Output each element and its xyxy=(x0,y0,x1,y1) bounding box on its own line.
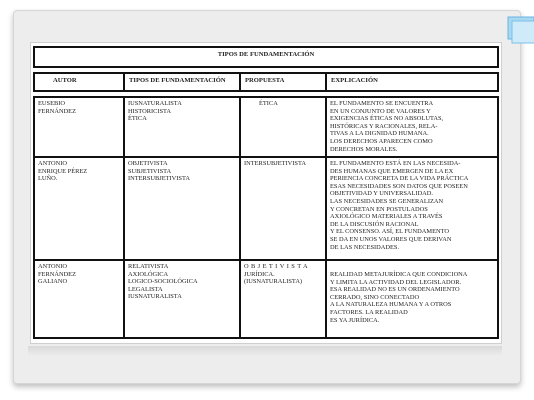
cell-proposal xyxy=(240,260,326,338)
explanation-line: DE LAS NECESIDADES. xyxy=(330,243,400,251)
proposal-line: JURÍDICA. xyxy=(244,270,275,278)
explanation-line: LOS DERECHOS APARECEN COMO xyxy=(330,137,433,145)
explanation-line: EN UN CONJUNTO DE VALORES Y xyxy=(330,107,431,115)
explanation-line: PERIENCIA CONCRETA DE LA VIDA PRÁCTICA xyxy=(330,175,469,183)
explanation-line: HISTÓRICAS Y RACIONALES, RELA- xyxy=(330,122,438,130)
explanation-line: OBJETIVIDAD Y UNIVERSALIDAD. xyxy=(330,190,434,198)
proposal-line: ÉTICA xyxy=(259,100,278,107)
explanation-line: Y EL CONSENSO. ASÍ, EL FUNDAMENTO xyxy=(330,228,449,236)
type-line: IUSNATURALISTA xyxy=(128,100,182,107)
explanation-line: SE DA EN UNOS VALORES QUE DERIVAN xyxy=(330,235,452,243)
cell-types xyxy=(124,97,240,157)
header-explanation: EXPLICACIÓN xyxy=(326,73,498,91)
explanation-line: REALIDAD METAJURÍDICA QUE CONDICIONA xyxy=(330,271,468,278)
cell-author xyxy=(34,260,124,338)
explanation-line: DERECHOS MORALES. xyxy=(330,145,398,153)
header-author: AUTOR xyxy=(34,73,124,91)
type-line: OBJETIVISTA xyxy=(128,160,168,167)
type-line: AXIOLÓGICA xyxy=(128,270,169,278)
cell-explanation xyxy=(326,260,498,338)
proposal-line: OBJETIVISTA xyxy=(244,263,311,270)
explanation-line: A LA NATURALEZA HUMANA Y A OTROS xyxy=(330,301,452,309)
fundamentation-table xyxy=(33,46,499,339)
type-line: ÉTICA xyxy=(128,115,147,123)
author-line: EUSEBIO xyxy=(38,100,65,107)
explanation-line: ESAS NECESIDADES SON DATOS QUE POSEEN xyxy=(330,182,468,190)
explanation-line: AXIOLÓGICO MATERIALES A TRAVÉS xyxy=(330,213,443,221)
explanation-line: EXIGENCIAS ÉTICAS NO ABSOLUTAS, xyxy=(330,115,444,123)
explanation-line: FACTORES. LA REALIDAD xyxy=(330,308,408,316)
explanation-line: Y LIMITA LA ACTIVIDAD DEL LEGISLADOR. xyxy=(330,278,462,286)
page-shadow xyxy=(28,346,502,356)
author-line: FERNÁNDEZ xyxy=(38,270,76,278)
explanation-line: EL FUNDAMENTO SE ENCUENTRA xyxy=(330,100,434,107)
type-line: SUBJETIVISTA xyxy=(128,167,172,175)
explanation-line: DE LA DISCUSIÓN RACIONAL xyxy=(330,220,419,228)
author-line: ANTONIO xyxy=(38,263,67,270)
author-line: FERNÁNDEZ xyxy=(38,107,76,115)
table-title: TIPOS DE FUNDAMENTACIÓN xyxy=(34,47,498,67)
cell-proposal xyxy=(240,157,326,260)
type-line: LEGALISTA xyxy=(128,285,163,293)
cell-author xyxy=(34,157,124,260)
explanation-line: EL FUNDAMENTO ESTÁ EN LAS NECESIDA- xyxy=(330,160,461,167)
type-line: RELATIVISTA xyxy=(128,263,169,270)
header-types: TIPOS DE FUNDAMENTACIÓN xyxy=(124,73,240,91)
author-line: ANTONIO xyxy=(38,160,67,167)
type-line: INTERSUBJETIVISTA xyxy=(128,175,190,183)
cell-explanation xyxy=(326,97,498,157)
header-proposal: PROPUESTA xyxy=(240,73,326,91)
table-row xyxy=(34,157,498,260)
type-line: HISTORICISTA xyxy=(128,107,172,115)
page-corner-icon xyxy=(502,15,534,45)
explanation-line: CERRADO, SINO CONECTADO xyxy=(330,293,420,301)
type-line: LOGICO-SOCIOLÓGICA xyxy=(128,278,198,286)
table-row xyxy=(34,97,498,157)
author-line: GALIANO xyxy=(38,278,68,286)
explanation-line: Y CONCRETAN EN POSTULADOS xyxy=(330,205,428,213)
cell-proposal xyxy=(240,97,326,157)
cell-author xyxy=(34,97,124,157)
explanation-line: ESA REALIDAD NO ES UN ORDENAMIENTO xyxy=(330,286,460,294)
explanation-line: DES HUMANAS QUE EMERGEN DE LA EX xyxy=(330,167,454,175)
type-line: IUSNATURALISTA xyxy=(128,293,182,301)
author-line: ENRIQUE PÉREZ xyxy=(38,167,88,175)
author-line: LUÑO. xyxy=(38,175,58,183)
proposal-line: INTERSUBJETIVISTA xyxy=(244,160,306,167)
proposal-line: (IUSNATURALISTA) xyxy=(244,278,303,286)
explanation-line: ES YA JURÍDICA. xyxy=(330,316,380,324)
cell-explanation xyxy=(326,157,498,260)
table-row xyxy=(34,260,498,338)
cell-types xyxy=(124,260,240,338)
cell-types xyxy=(124,157,240,260)
explanation-line: LAS NECESIDADES SE GENERALIZAN xyxy=(330,197,444,205)
explanation-line: TIVAS A LA DIGNIDAD HUMANA. xyxy=(330,130,429,138)
